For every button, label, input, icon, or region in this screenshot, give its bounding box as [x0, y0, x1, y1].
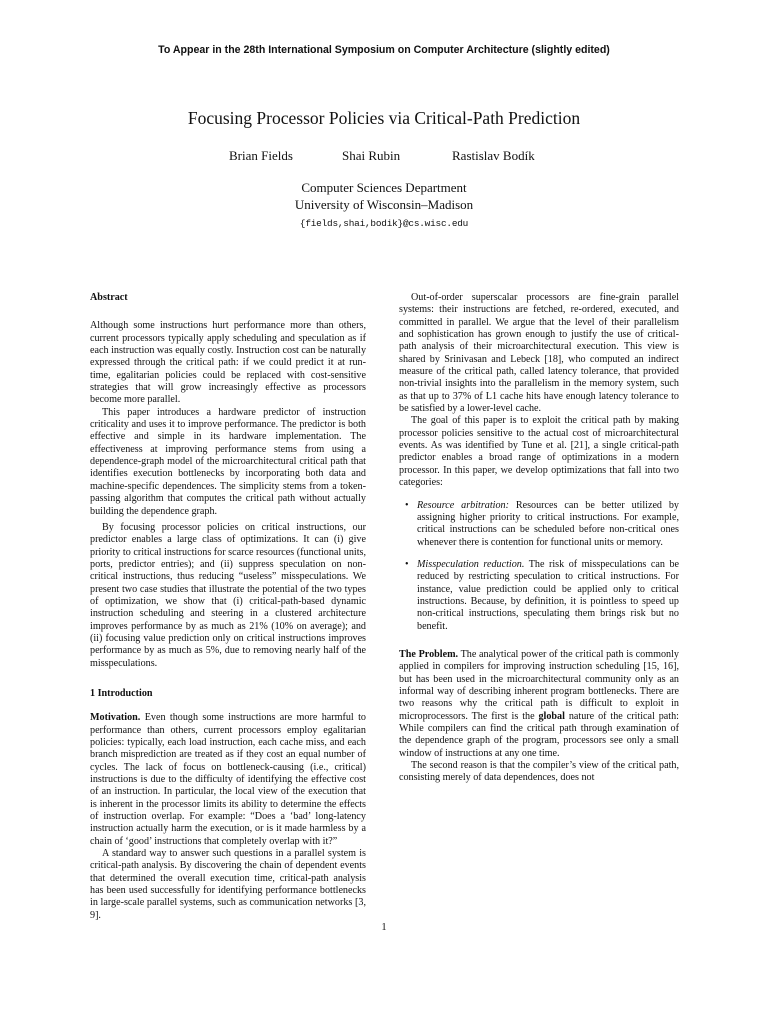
body-paragraph: Out-of-order superscalar processors are fine-grain parallel systems: their instructions are fetched, re-ordered, executed, and committed in parallel. We argue that the level of their parallelism and sophistication has grown enough to justify the use of critical-path analysis of their microarchitectural execution. This view is shared by Srinivasan and Lebeck [18], who computed an indirect measure of the critical path, called latency tolerance, that provided non-trivial insights into the parallelism in the memory system, such as that up to 37% of L1 cache hits have enough latency tolerance to be satisfied by a lower-level cache. — [399, 292, 679, 415]
paragraph-text: The analytical power of the critical path is commonly applied in compilers for improving instruction scheduling [15, 16], but has been used in the microarchitectural community only as an informal way of describing inherent program bottlenecks. There are two reasons why the critical path is difficult to exploit in microprocessors. The first is the — [399, 648, 679, 722]
list-item — [417, 559, 679, 633]
run-in-heading: Motivation. — [90, 712, 141, 724]
paragraph-text: Even though some instructions are more harmful to performance than others, current processors employ egalitarian policies: typically, each load instruction, each cache miss, and each branch misprediction are treated as if they cost an equal number of cycles. The lack of focus on bottleneck-causing (i.e., critical) instructions is due to the difficulty of identifying the effective cost of an instruction. In particular, the local view of the execution that is inherent in the processor limits its ability to determine the effects of instruction overlap. For example: “Does a ‘bad’ long-latency instruction actually harm the execution, or is it made harmless by a chain of ‘good’ instructions that completely overlap with it?” — [90, 712, 366, 847]
body-paragraph — [90, 712, 366, 848]
paragraph-text: nature of the critical path: While compilers can find the critical path through examination of the dependence graph of the program, processors see only a small window of instructions at any one time. — [399, 710, 679, 759]
paper-title: Focusing Processor Policies via Critical-Path Prediction — [187, 108, 581, 128]
venue-banner: To Appear in the 28th International Symposium on Computer Architecture (slightly edited) — [158, 44, 610, 56]
item-lead: Misspeculation reduction. — [417, 558, 525, 570]
item-text: Resources can be better utilized by assigning higher priority to critical instructions. For example, critical instructions can be scheduled before non-critical ones whenever there is contention for functional units or memory. — [417, 499, 679, 548]
page-number: 1 — [381, 922, 387, 933]
author-list — [0, 148, 768, 164]
list-item — [417, 500, 679, 549]
left-column — [90, 292, 366, 922]
author-name: Shai Rubin — [342, 148, 401, 163]
run-in-heading: The Problem. — [399, 648, 459, 660]
section-heading: 1 Introduction — [90, 687, 153, 699]
abstract-paragraph: By focusing processor policies on critical instructions, our predictor enables a large class of optimizations. It can (i) give priority to critical instructions for scarce resources (functional units, ports, predictor entries); and (ii) suppress speculation on non-critical instructions, thus reducing “useless” misspeculations. We present two case studies that illustrate the potential of the two types of optimization, we show that (i) critical-path-based dynamic instruction scheduling and steering in a clustered architecture improves performance by as much as 21% (10% on average); and (ii) focusing value prediction only on critical instructions improves performance by as much as 5%, due to removing nearly half of the misspeculations. — [90, 521, 366, 669]
abstract-heading: Abstract — [90, 292, 128, 303]
body-paragraph: The goal of this paper is to exploit the critical path by making processor policies sensitive to the actual cost of microarchitectural events. As was identified by Tune et al. [21], a single critical-path predictor enables a broad range of optimizations in a modern processor. In this paper, we develop optimizations that fall into two categories: — [399, 415, 679, 489]
author-name: Brian Fields — [229, 148, 293, 163]
university: University of Wisconsin–Madison — [294, 197, 474, 212]
emphasis: global — [538, 710, 565, 722]
department: Computer Sciences Department — [301, 180, 467, 195]
abstract-paragraph: Although some instructions hurt performance more than others, current processors typically apply scheduling and speculation as if each instruction was equally costly. Instruction cost can be naturally expressed through the critical path: if we could predict it at run-time, egalitarian policies could be replaced with cost-sensitive strategies that will grow increasingly effective as processors become more parallel. — [90, 320, 367, 406]
item-text: The risk of misspeculations can be reduced by restricting speculation to critical instructions. For instance, value prediction could be applied only to critical instructions. Because, by definition, it is pointless to speed up non-critical instructions, speculating them brings risk but no benefit. — [417, 558, 680, 632]
author-name: Rastislav Bodík — [452, 148, 535, 163]
right-column — [399, 292, 679, 785]
abstract-paragraph: This paper introduces a hardware predictor of instruction criticality and uses it to improve performance. The predictor is both effective and simple in its hardware implementation. The effectiveness at improving performance stems from using a dependence-graph model of the microarchitectural critical path that identifies execution bottlenecks by incorporating both data and machine-specific dependences. The simplicity stems from a token-passing algorithm that computes the critical path without actually building the dependence graph. — [90, 406, 366, 517]
body-paragraph: The second reason is that the compiler’s view of the critical path, consisting merely of data dependences, does not — [399, 760, 679, 784]
body-paragraph — [399, 649, 679, 760]
optimization-list — [399, 500, 679, 633]
item-lead: Resource arbitration: — [417, 499, 509, 511]
body-paragraph: A standard way to answer such questions in a parallel system is critical-path analysis. By discovering the chain of dependent events that determined the overall execution time, critical-path analysis has been used successfully for identifying performance bottlenecks in large-scale parallel systems, such as communication networks [3, 9]. — [90, 848, 366, 921]
author-email: {fields,shai,bodik}@cs.wisc.edu — [299, 218, 469, 229]
